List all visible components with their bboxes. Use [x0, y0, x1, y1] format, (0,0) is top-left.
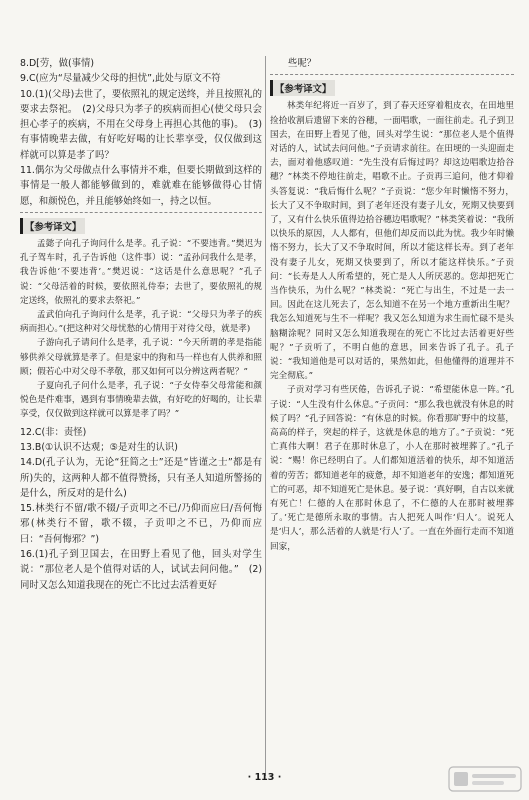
answer-9: 9.C(应为“尽量减少父母的担忧”,此处与原文不符 — [20, 73, 221, 85]
answers-bottom — [20, 425, 262, 593]
right-column — [270, 56, 514, 554]
watermark-logo — [448, 764, 522, 794]
answer-8: 8.D[劳，做(事情) — [20, 58, 95, 69]
page-number: · 113 · — [247, 772, 282, 783]
left-translation — [20, 237, 262, 422]
continued-line: 些呢？ — [288, 58, 317, 69]
answer-14: 14.D(孔子认为，无论“狂简之士”还是“皆谨之士”都是有所)失的，这两种人都不值得赞扬，只有圣人知道所警扬的是什么，所反对的是什么) — [20, 457, 262, 499]
section-title-reference-translation: 【参考译文】 — [20, 218, 85, 234]
answer-11: 11.偶尔为父母做点什么事情并不难，但要长期做到这样的事情是一般人都能够做到的，难就难在能够做得心甘情愿，和颜悦色，并且能够始终如一，持之以恒。 — [20, 165, 262, 207]
answers-top — [20, 56, 262, 209]
section-title-reference-translation: 【参考译文】 — [270, 80, 335, 96]
translation-paragraph: 子游向孔子请问什么是孝，孔子说：“今天所谓的孝是指能够供养父母就算是孝了。但是家中的狗和马一样也有人供养和照顾；假若心中对父母不孝敬，那又如何可以分辨这两者呢？” — [20, 338, 262, 377]
answer-13: 13.B(①认识不达观；⑤是对生的认识) — [20, 441, 178, 453]
translation-paragraph: 子夏向孔子问什么是孝，孔子说：“子女侍奉父母常能和颜悦色是件难事，遇到有事情晚辈去做，有好吃的好喝的，让长辈享受，仅仅做到这样就可以算是孝了吗？” — [20, 381, 262, 420]
right-section-header — [270, 74, 514, 99]
translation-paragraph: 孟懿子向孔子询问什么是孝。孔子说：“不要违背。”樊迟为孔子驾车时，孔子告诉他（这件事）说：“孟孙问我什么是孝，我告诉他‘不要违背’。”樊迟说：“这话是什么意思呢？”孔子说：“父母活着的时候，要依照礼侍奉；去世了，要依照礼的规定送终，依照礼的要求去祭祀。” — [20, 238, 262, 306]
left-section-header — [20, 212, 262, 237]
left-column — [20, 56, 262, 593]
right-translation — [270, 99, 514, 554]
answer-12: 12.C(非：责怪) — [20, 426, 87, 438]
answer-16: 16.(1)孔子到卫国去，在田野上看见了他，回头对学生说：“那位老人是个值得对话的人，试试去问问他。” (2)同时又怎么知道我现在的死亡不比过去活着更好 — [20, 548, 262, 591]
answer-15: 15.林类行不留/歌不辍/子贡叩之不已/乃仰而应曰/吾何悔邪(林类行不留，歌不辍，子贡叩之不已，乃仰而应曰：“吾何悔邪？”) — [20, 503, 262, 545]
translation-paragraph: 林类年纪将近一百岁了，到了春天还穿着粗皮衣，在田地里捡拾收割后遗留下来的谷穗，一面唱歌，一面往前走。孔子到卫国去，在田野上看见了他，回头对学生说：“那位老人是个值得对话的人，试试去问问他。”子贡请求前往。在田埂的一头迎面走去，面对着他感叹道：“先生没有后悔过吗？却这边唱歌边拾谷穗？”林类不停地往前走，唱歌不止。子贡再三追问，他才仰着头答复说：“我后悔什么呢？”子贡说：“您少年时懒惰不努力，长大了又不争取时间，到了老年还没有妻子儿女，死期又快要到了，又有什么快乐值得边拾谷穗边唱歌呢？”林类笑着说：“我所以快乐的原因，人人都有，但他们却反而以此为忧。我少年时懒惰不努力，长大了又不争取时间，所以才能这样长寿。到了老年没有妻子儿女，死期又快要到了，所以才能这样快乐。”子贡问：“长寿是人人所希望的，死亡是人人所厌恶的。您却把死亡当作快乐，为什么呢？”林类说：“死亡与出生，不过是一去一回。因此在这儿死去了，怎么知道不在另一个地方重新出生呢？我怎么知道死与生不一样呢？我又怎么知道为求生而忙碌不是头脑糊涂呢？同时又怎么知道我现在的死亡不比过去活着更好些呢？”子贡听了，不明白他的意思，回来告诉了孔子。孔子说：“我知道他是可以对话的，果然如此，但他懂得的道理并不完全彻底。” — [270, 101, 514, 382]
column-divider — [265, 56, 266, 776]
translation-paragraph: 子贡对学习有些厌倦，告诉孔子说：“希望能休息一阵。”孔子说：“人生没有什么休息。”子贡问：“那么我也就没有休息的时候了吗？”孔子回答说：“有休息的时候。你看那旷野中的坟墓，高高的样子，突起的样子，这就是休息的地方了。”子贡说：“死亡真伟大啊！君子在那时休息了，小人在那时被埋葬了。”孔子说：“赐！你已经明白了。人们都知道活着的快乐，却不知道活着的劳苦；都知道老年的疲惫，却不知道老年的安逸；都知道死亡的可恶，却不知道死亡是休息。晏子说：‘真好啊，自古以来就有死亡！仁德的人在那时休息了，不仁德的人在那时被埋葬了。’死亡是德所永取的事情。古人把死人叫作‘归人’。说死人是‘归人’，那么活着的人就是‘行人’了。一直在外面行走而不知道回家， — [270, 385, 514, 552]
answer-10: 10.(1)(父母)去世了，要依照礼的规定送终，并且按照礼的要求去祭祀。 (2)父母只为孝子的疾病而担心(使父母只会担心孝子的疾病，不用在父母身上再担心其他的事)。 (3)有事情晚辈去做，有好吃好喝的让长辈享受，仅仅做到这样就可以算是孝了吗？ — [20, 88, 262, 161]
translation-paragraph: 孟武伯向孔子询问什么是孝，孔子说：“父母只为孝子的疾病而担心。”(把这种对父母忧愁的心情用于对待父母，就是孝) — [20, 309, 262, 335]
